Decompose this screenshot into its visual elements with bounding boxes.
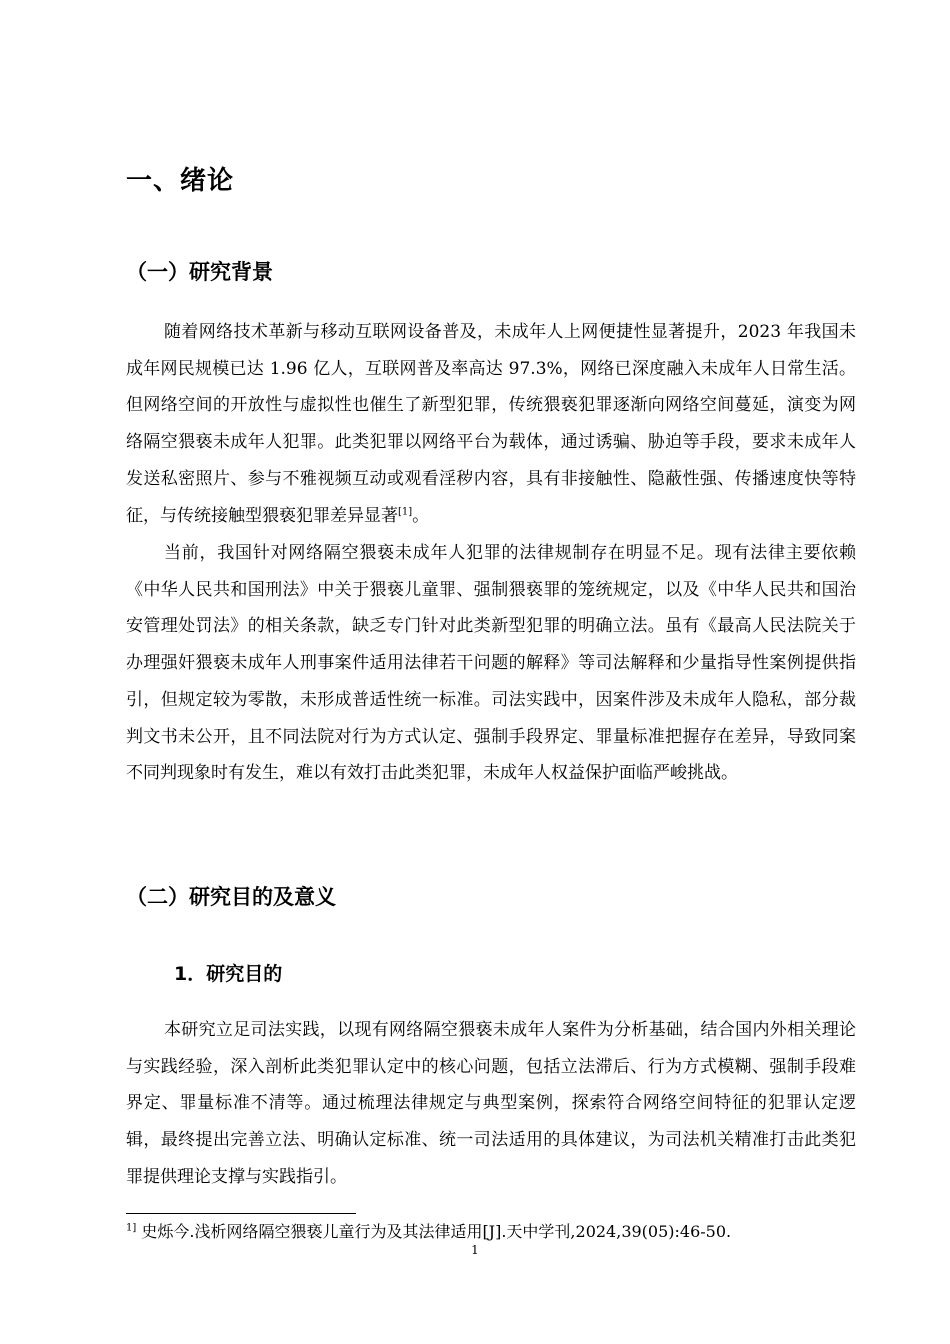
paragraph-background-2: 当前，我国针对网络隔空猥亵未成年人犯罪的法律规制存在明显不足。现有法律主要依赖《中华人民共和国刑法》中关于猥亵儿童罪、强制猥亵罪的笼统规定，以及《中华人民共和国治安管理处罚法》的相关条款，缺乏专门针对此类新型犯罪的明确立法。虽有《最高人民法院关于办理强奸猥亵未成年人刑事案件适用法律若干问题的解释》等司法解释和少量指导性案例提供指引，但规定较为零散，未形成普适性统一标准。司法实践中，因案件涉及未成年人隐私，部分裁判文书未公开，且不同法院对行为方式认定、强制手段界定、罪量标准把握存在差异，导致同案不同判现象时有发生，难以有效打击此类犯罪，未成年人权益保护面临严峻挑战。 xyxy=(126,543,856,784)
footnote xyxy=(126,1221,856,1243)
footnote-divider xyxy=(126,1213,356,1214)
paragraph-end: 。 xyxy=(412,505,430,526)
paragraph-text: 随着网络技术革新与移动互联网设备普及，未成年人上网便捷性显著提升，2023 年我国未成年网民规模已达 1.96 亿人，互联网普及率高达 97.3%，网络已深度融入未成年人日常生活。但网络空间的开放性与虚拟性也催生了新型犯罪，传统猥亵犯罪逐渐向网络空间蔓延，演变为网络隔空猥亵未成年人犯罪。此类犯罪以网络平台为载体，通过诱骗、胁迫等手段，要求未成年人发送私密照片、参与不雅视频互动或观看淫秽内容，具有非接触性、隐蔽性强、传播速度快等特征，与传统接触型猥亵犯罪差异显著 xyxy=(126,322,856,526)
paragraph-purpose: 本研究立足司法实践，以现有网络隔空猥亵未成年人案件为分析基础，结合国内外相关理论与实践经验，深入剖析此类犯罪认定中的核心问题，包括立法滞后、行为方式模糊、强制手段难界定、罪量标准不清等。通过梳理法律规定与典型案例，探索符合网络空间特征的犯罪认定逻辑，最终提出完善立法、明确认定标准、统一司法适用的具体建议，为司法机关精准打击此类犯罪提供理论支撑与实践指引。 xyxy=(126,1020,856,1187)
page-number: 1 xyxy=(471,1243,479,1257)
section-heading-background: （一）研究背景 xyxy=(126,260,273,284)
subsection-heading-purpose: 1．研究目的 xyxy=(174,963,283,985)
paragraph-background-1 xyxy=(126,314,856,534)
chapter-heading: 一、绪论 xyxy=(126,166,235,196)
footnote-marker: 1] xyxy=(126,1222,137,1234)
footnote-text: 史烁今.浅析网络隔空猥亵儿童行为及其法律适用[J].天中学刊,2024,39(05):46-50. xyxy=(136,1222,732,1241)
section-heading-purpose: （二）研究目的及意义 xyxy=(126,885,336,909)
citation-marker: [1] xyxy=(398,505,413,517)
